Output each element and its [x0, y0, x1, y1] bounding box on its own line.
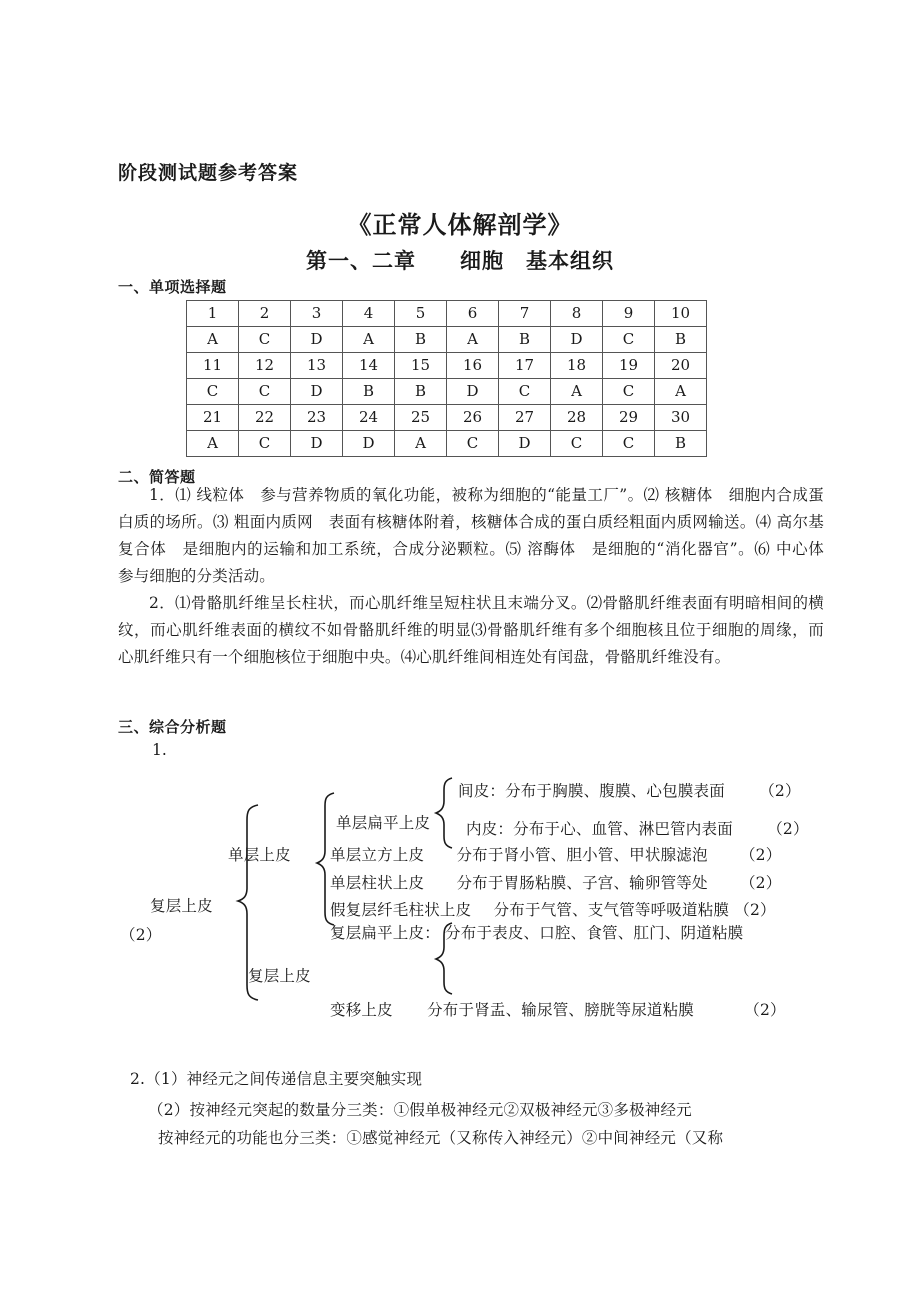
table-cell: 21 — [187, 405, 239, 431]
table-cell: 12 — [239, 353, 291, 379]
table-cell: C — [239, 327, 291, 353]
question2-line3: 按神经元的功能也分三类：①感觉神经元（又称传入神经元）②中间神经元（又称 — [158, 1129, 724, 1147]
table-cell: 13 — [291, 353, 343, 379]
section-heading-one: 一、单项选择题 — [118, 278, 227, 296]
table-cell: 7 — [499, 301, 551, 327]
table-cell: C — [603, 327, 655, 353]
tree-simple-squamous-label: 单层扁平上皮 — [336, 814, 431, 832]
table-cell: A — [551, 379, 603, 405]
table-cell: B — [343, 379, 395, 405]
table-cell: 27 — [499, 405, 551, 431]
tree-row-pseudostratified-desc: 分布于气管、支气管等呼吸道粘膜 — [493, 901, 730, 919]
table-cell: B — [499, 327, 551, 353]
tree-row-columnar-desc: 分布于胃肠粘膜、子宫、输卵管等处 — [456, 874, 708, 892]
table-cell: 3 — [291, 301, 343, 327]
question-number-1: 1. — [152, 741, 167, 759]
table-cell: B — [395, 379, 447, 405]
tree-row-cuboidal — [330, 845, 781, 865]
table-cell: A — [655, 379, 707, 405]
table-cell: 15 — [395, 353, 447, 379]
section-heading-three: 三、综合分析题 — [118, 718, 227, 736]
table-cell: C — [603, 379, 655, 405]
table-cell: B — [655, 327, 707, 353]
table-cell: D — [343, 431, 395, 457]
table-cell: C — [603, 431, 655, 457]
tree-row-transitional — [330, 1000, 786, 1020]
tree-root-score: （2） — [120, 926, 162, 944]
tree-row-stratified-squamous — [330, 923, 743, 943]
table-cell: 4 — [343, 301, 395, 327]
table-cell: 10 — [655, 301, 707, 327]
table-cell: 16 — [447, 353, 499, 379]
tree-root-label: 复层上皮 — [150, 897, 213, 915]
table-cell: 1 — [187, 301, 239, 327]
table-cell: 17 — [499, 353, 551, 379]
document-heading: 阶段测试题参考答案 — [118, 162, 299, 184]
tree-row-pseudostratified-type: 假复层纤毛柱状上皮 — [330, 901, 472, 919]
tree-row-columnar-score: （2） — [739, 874, 782, 892]
table-row — [187, 405, 707, 431]
table-cell: C — [187, 379, 239, 405]
tree-row-transitional-score: （2） — [744, 1001, 786, 1019]
tree-row-pseudostratified-score: （2） — [734, 901, 776, 919]
table-cell: C — [239, 379, 291, 405]
table-cell: 30 — [655, 405, 707, 431]
table-cell: 5 — [395, 301, 447, 327]
answer-paragraph-2: 2．⑴骨骼肌纤维呈长柱状，而心肌纤维呈短柱状且末端分叉。⑵骨骼肌纤维表面有明暗相间的横纹，而心肌纤维表面的横纹不如骨骼肌纤维的明显⑶骨骼肌纤维有多个细胞核且位于细胞的周缘，而心肌纤维只有一个细胞核位于细胞中央。⑷心肌纤维间相连处有闰盘，骨骼肌纤维没有。 — [118, 594, 824, 666]
tree-branch-endothelium — [466, 819, 809, 839]
table-cell: 6 — [447, 301, 499, 327]
table-cell: A — [187, 431, 239, 457]
brace-simple-squamous — [436, 778, 452, 848]
tree-branch-mesothelium-name: 间皮：分布于胸膜、腹膜、心包膜表面 — [458, 782, 725, 800]
table-cell: D — [291, 327, 343, 353]
tree-branch-endothelium-name: 内皮：分布于心、血管、淋巴管内表面 — [466, 820, 733, 838]
table-cell: 29 — [603, 405, 655, 431]
table-cell: C — [447, 431, 499, 457]
table-cell: 26 — [447, 405, 499, 431]
answer-key-table — [186, 300, 707, 457]
table-cell: D — [291, 379, 343, 405]
tree-row-pseudostratified — [330, 900, 776, 920]
table-cell: 25 — [395, 405, 447, 431]
table-row — [187, 379, 707, 405]
table-row — [187, 353, 707, 379]
table-cell: 22 — [239, 405, 291, 431]
table-cell: D — [447, 379, 499, 405]
tree-row-stratified-squamous-type: 复层扁平上皮： — [330, 924, 440, 942]
question2-line2: （2）按神经元突起的数量分三类：①假单极神经元②双极神经元③多极神经元 — [148, 1101, 692, 1119]
table-cell: A — [343, 327, 395, 353]
table-cell: C — [551, 431, 603, 457]
table-cell: 2 — [239, 301, 291, 327]
tree-row-cuboidal-score: （2） — [739, 846, 782, 864]
table-row — [187, 327, 707, 353]
tree-row-cuboidal-desc: 分布于肾小管、胆小管、甲状腺滤泡 — [456, 846, 708, 864]
tree-row-columnar — [330, 873, 781, 893]
table-row — [187, 301, 707, 327]
table-cell: 9 — [603, 301, 655, 327]
table-cell: B — [655, 431, 707, 457]
table-cell: A — [395, 431, 447, 457]
table-cell: C — [499, 379, 551, 405]
table-cell: 11 — [187, 353, 239, 379]
table-cell: A — [187, 327, 239, 353]
table-cell: 14 — [343, 353, 395, 379]
answer-paragraph-1: 1．⑴ 线粒体 参与营养物质的氧化功能，被称为细胞的“能量工厂”。⑵ 核糖体 细胞内合成蛋白质的场所。⑶ 粗面内质网 表面有核糖体附着，核糖体合成的蛋白质经粗面内质网输送。⑷ 高尔基复合体 是细胞内的运输和加工系统，合成分泌颗粒。⑸ 溶酶体 是细胞的“消化器官”。⑹ 中心体 参与细胞的分类活动。 — [118, 486, 840, 585]
tree-row-stratified-squamous-desc: 分布于表皮、口腔、食管、肛门、阴道粘膜 — [445, 924, 744, 942]
table-cell: A — [447, 327, 499, 353]
chapter-title: 第一、二章 细胞 基本组织 — [306, 249, 614, 273]
tree-row-columnar-type: 单层柱状上皮 — [330, 874, 425, 892]
table-cell: C — [239, 431, 291, 457]
table-cell: 23 — [291, 405, 343, 431]
tree-simple-group-label: 单层上皮 — [228, 846, 291, 864]
table-cell: 18 — [551, 353, 603, 379]
tree-row-cuboidal-type: 单层立方上皮 — [330, 846, 425, 864]
tree-row-transitional-desc: 分布于肾盂、输尿管、膀胱等尿道粘膜 — [427, 1001, 694, 1019]
table-cell: 19 — [603, 353, 655, 379]
tree-branch-endothelium-score: （2） — [767, 820, 809, 838]
table-cell: D — [551, 327, 603, 353]
table-cell: D — [499, 431, 551, 457]
table-cell: 24 — [343, 405, 395, 431]
table-cell: D — [291, 431, 343, 457]
book-title: 《正常人体解剖学》 — [347, 211, 573, 239]
section-heading-two: 二、简答题 — [118, 468, 196, 486]
table-cell: 8 — [551, 301, 603, 327]
question2-line1: 2.（1）神经元之间传递信息主要突触实现 — [130, 1070, 423, 1088]
table-cell: 20 — [655, 353, 707, 379]
tree-stratified-group-label: 复层上皮 — [248, 967, 311, 985]
tree-row-transitional-type: 变移上皮 — [330, 1001, 393, 1019]
table-cell: B — [395, 327, 447, 353]
table-row — [187, 431, 707, 457]
table-cell: 28 — [551, 405, 603, 431]
tree-branch-mesothelium-score: （2） — [759, 782, 801, 800]
tree-branch-mesothelium — [458, 781, 801, 801]
